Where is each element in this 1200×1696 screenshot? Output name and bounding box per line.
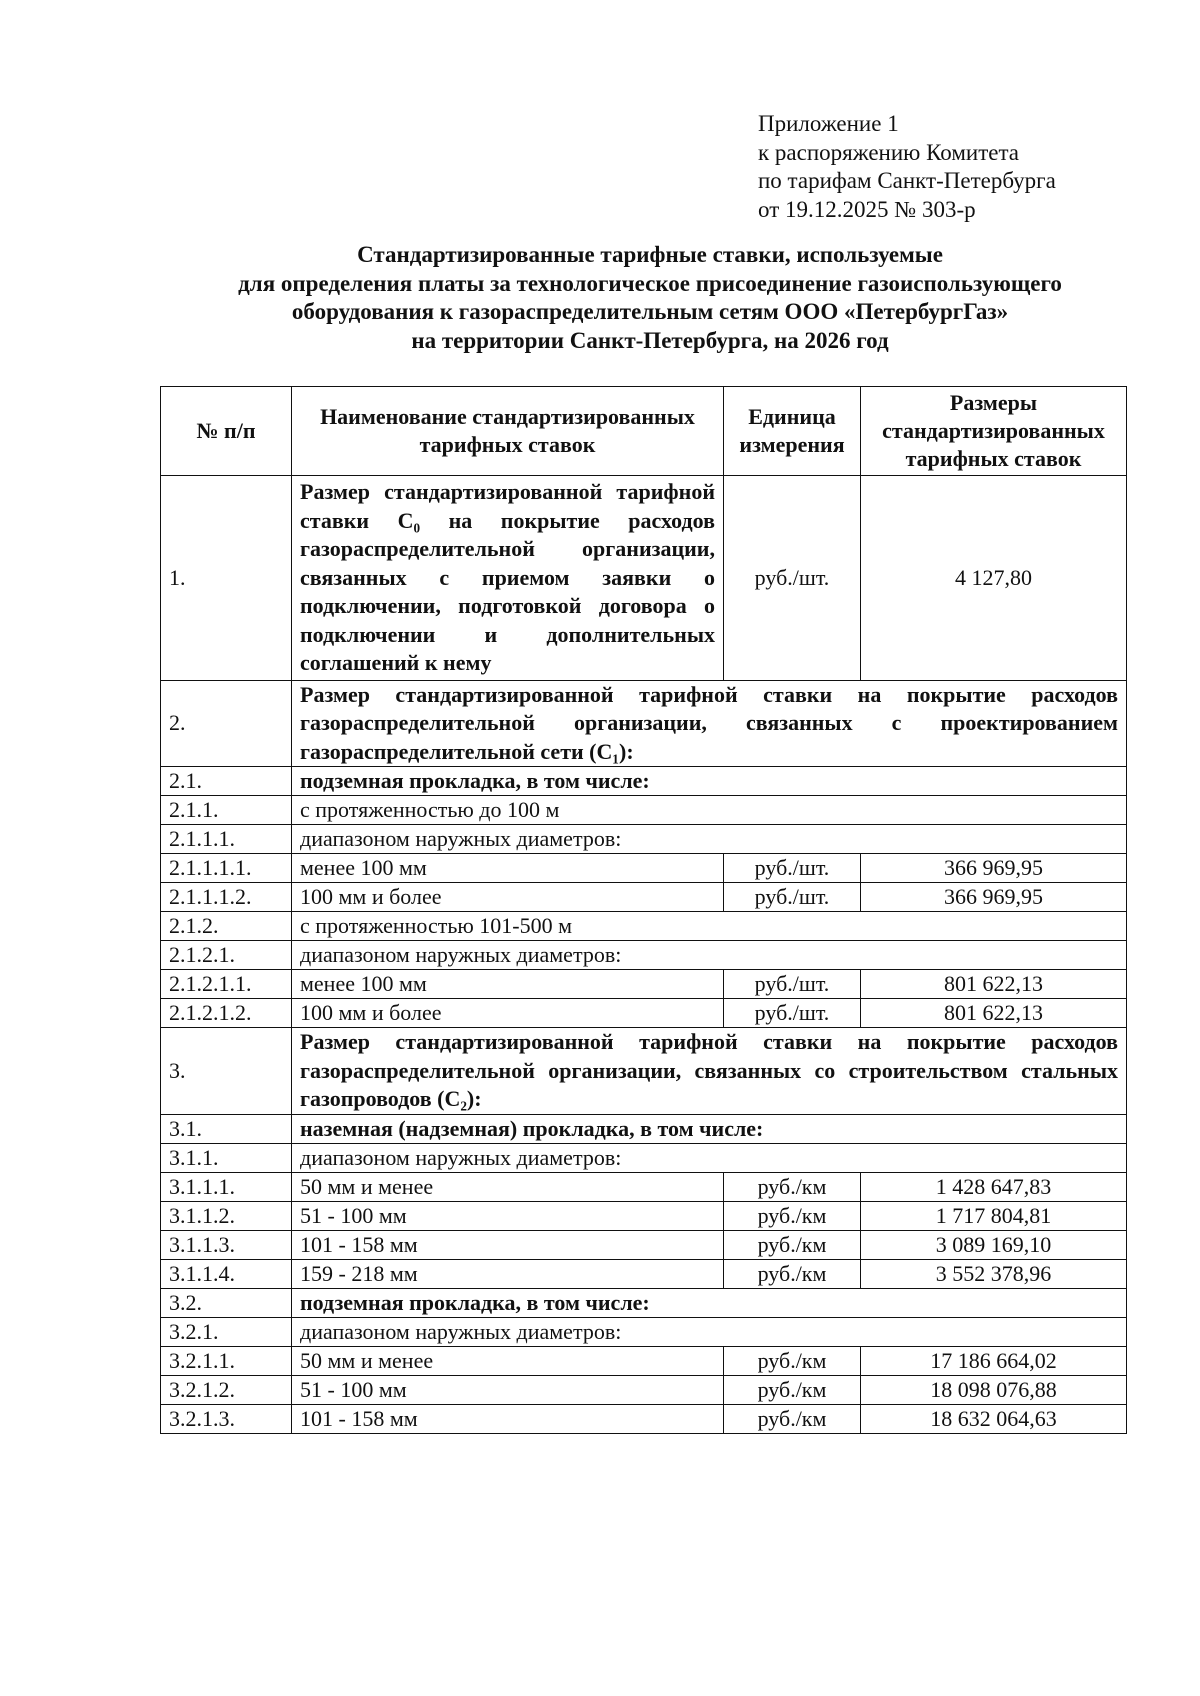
title-line: для определения платы за технологическое присоединение газоиспользующего bbox=[238, 270, 1062, 296]
row-name: 159 - 218 мм bbox=[292, 1259, 724, 1288]
row-value: 1 428 647,83 bbox=[861, 1172, 1127, 1201]
row-unit: руб./км bbox=[724, 1259, 861, 1288]
row-name: 50 мм и менее bbox=[292, 1172, 724, 1201]
row-name: 101 - 158 мм bbox=[292, 1404, 724, 1433]
row-number: 3.2.1.3. bbox=[161, 1404, 292, 1433]
header-value: Размеры стандартизированных тарифных ставок bbox=[861, 387, 1127, 476]
row-unit: руб./км bbox=[724, 1230, 861, 1259]
row-value: 18 098 076,88 bbox=[861, 1375, 1127, 1404]
row-unit: руб./км bbox=[724, 1172, 861, 1201]
row-name: Размер стандартизированной тарифной ставки на покрытие расходов газораспределительной организации, связанных со строительством стальных газопроводов (С₂): bbox=[292, 1028, 1127, 1115]
table-row bbox=[161, 970, 1127, 999]
row-unit: руб./км bbox=[724, 1404, 861, 1433]
row-number: 2.1.1.1. bbox=[161, 825, 292, 854]
table-row bbox=[161, 767, 1127, 796]
row-number: 2.1.1.1.2. bbox=[161, 883, 292, 912]
row-name: с протяженностью до 100 м bbox=[292, 796, 1127, 825]
row-name: 50 мм и менее bbox=[292, 1346, 724, 1375]
row-name: 100 мм и более bbox=[292, 999, 724, 1028]
table-row bbox=[161, 999, 1127, 1028]
row-name: менее 100 мм bbox=[292, 854, 724, 883]
row-value: 366 969,95 bbox=[861, 854, 1127, 883]
table-row bbox=[161, 941, 1127, 970]
row-number: 3.2.1.1. bbox=[161, 1346, 292, 1375]
row-value: 366 969,95 bbox=[861, 883, 1127, 912]
row-number: 3.1. bbox=[161, 1114, 292, 1143]
table-header-row bbox=[161, 387, 1127, 476]
row-number: 2.1.2.1.1. bbox=[161, 970, 292, 999]
row-number: 3.1.1.3. bbox=[161, 1230, 292, 1259]
title-line: оборудования к газораспределительным сетям ООО «ПетербургГаз» bbox=[291, 299, 1009, 324]
table-row bbox=[161, 1317, 1127, 1346]
row-name: наземная (надземная) прокладка, в том числе: bbox=[292, 1114, 1127, 1143]
row-number: 2.1.2. bbox=[161, 912, 292, 941]
header-num: № п/п bbox=[161, 387, 292, 476]
table-row bbox=[161, 1114, 1127, 1143]
table-row bbox=[161, 883, 1127, 912]
row-number: 3.1.1.1. bbox=[161, 1172, 292, 1201]
table-row bbox=[161, 1230, 1127, 1259]
row-name: Размер стандартизированной тарифной ставки на покрытие расходов газораспределительной организации, связанных с проектированием газораспределительной сети (С₁): bbox=[292, 680, 1127, 767]
row-name: диапазоном наружных диаметров: bbox=[292, 1143, 1127, 1172]
row-unit: руб./км bbox=[724, 1201, 861, 1230]
row-number: 3.2.1. bbox=[161, 1317, 292, 1346]
row-name: менее 100 мм bbox=[292, 970, 724, 999]
row-unit: руб./шт. bbox=[724, 883, 861, 912]
row-unit: руб./шт. bbox=[724, 854, 861, 883]
row-name: 51 - 100 мм bbox=[292, 1201, 724, 1230]
row-number: 2.1.1.1.1. bbox=[161, 854, 292, 883]
table-row bbox=[161, 1375, 1127, 1404]
table-row bbox=[161, 854, 1127, 883]
appendix-line: по тарифам Санкт-Петербурга bbox=[758, 168, 1056, 193]
row-value: 17 186 664,02 bbox=[861, 1346, 1127, 1375]
table-row bbox=[161, 1028, 1127, 1115]
header-unit: Единица измерения bbox=[724, 387, 861, 476]
row-name: подземная прокладка, в том числе: bbox=[292, 767, 1127, 796]
row-value: 801 622,13 bbox=[861, 970, 1127, 999]
row-unit: руб./шт. bbox=[724, 970, 861, 999]
table-row bbox=[161, 825, 1127, 854]
table-row bbox=[161, 680, 1127, 767]
table-row bbox=[161, 912, 1127, 941]
table-row bbox=[161, 1346, 1127, 1375]
row-number: 3.2. bbox=[161, 1288, 292, 1317]
title-line: Стандартизированные тарифные ставки, используемые bbox=[357, 242, 943, 267]
row-value: 1 717 804,81 bbox=[861, 1201, 1127, 1230]
row-name: с протяженностью 101-500 м bbox=[292, 912, 1127, 941]
table-row bbox=[161, 1172, 1127, 1201]
appendix-block bbox=[758, 110, 1056, 224]
header-name: Наименование стандартизированных тарифных ставок bbox=[292, 387, 724, 476]
row-number: 2.1.1. bbox=[161, 796, 292, 825]
row-value: 4 127,80 bbox=[861, 476, 1127, 681]
document-title bbox=[0, 241, 1200, 355]
appendix-line: Приложение 1 bbox=[758, 111, 899, 136]
row-number: 3.1.1.2. bbox=[161, 1201, 292, 1230]
row-number: 2.1.2.1.2. bbox=[161, 999, 292, 1028]
row-number: 3. bbox=[161, 1028, 292, 1115]
row-unit: руб./шт. bbox=[724, 476, 861, 681]
row-value: 801 622,13 bbox=[861, 999, 1127, 1028]
row-number: 3.2.1.2. bbox=[161, 1375, 292, 1404]
row-number: 1. bbox=[161, 476, 292, 681]
row-name: 100 мм и более bbox=[292, 883, 724, 912]
title-line: на территории Санкт-Петербурга, на 2026 год bbox=[411, 327, 889, 353]
row-number: 3.1.1.4. bbox=[161, 1259, 292, 1288]
appendix-line: к распоряжению Комитета bbox=[758, 139, 1019, 165]
row-number: 2. bbox=[161, 680, 292, 767]
row-name: 51 - 100 мм bbox=[292, 1375, 724, 1404]
table-row bbox=[161, 1201, 1127, 1230]
row-number: 2.1. bbox=[161, 767, 292, 796]
table-row bbox=[161, 1259, 1127, 1288]
row-value: 3 089 169,10 bbox=[861, 1230, 1127, 1259]
row-unit: руб./км bbox=[724, 1375, 861, 1404]
row-number: 3.1.1. bbox=[161, 1143, 292, 1172]
appendix-line: от 19.12.2025 № 303-р bbox=[758, 196, 976, 222]
row-value: 3 552 378,96 bbox=[861, 1259, 1127, 1288]
row-name: диапазоном наружных диаметров: bbox=[292, 825, 1127, 854]
row-name: подземная прокладка, в том числе: bbox=[292, 1288, 1127, 1317]
table-row bbox=[161, 1404, 1127, 1433]
row-unit: руб./шт. bbox=[724, 999, 861, 1028]
row-unit: руб./км bbox=[724, 1346, 861, 1375]
row-name: Размер стандартизированной тарифной ставки С₀ на покрытие расходов газораспределительной организации, связанных с приемом заявки о подключении, подготовкой договора о подключении и дополнительных соглашений к нему bbox=[292, 476, 724, 681]
table-row bbox=[161, 1288, 1127, 1317]
row-number: 2.1.2.1. bbox=[161, 941, 292, 970]
table-row bbox=[161, 476, 1127, 681]
row-name: 101 - 158 мм bbox=[292, 1230, 724, 1259]
row-name: диапазоном наружных диаметров: bbox=[292, 1317, 1127, 1346]
row-name: диапазоном наружных диаметров: bbox=[292, 941, 1127, 970]
rates-table bbox=[160, 386, 1127, 1434]
table-row bbox=[161, 1143, 1127, 1172]
table-row bbox=[161, 796, 1127, 825]
row-value: 18 632 064,63 bbox=[861, 1404, 1127, 1433]
